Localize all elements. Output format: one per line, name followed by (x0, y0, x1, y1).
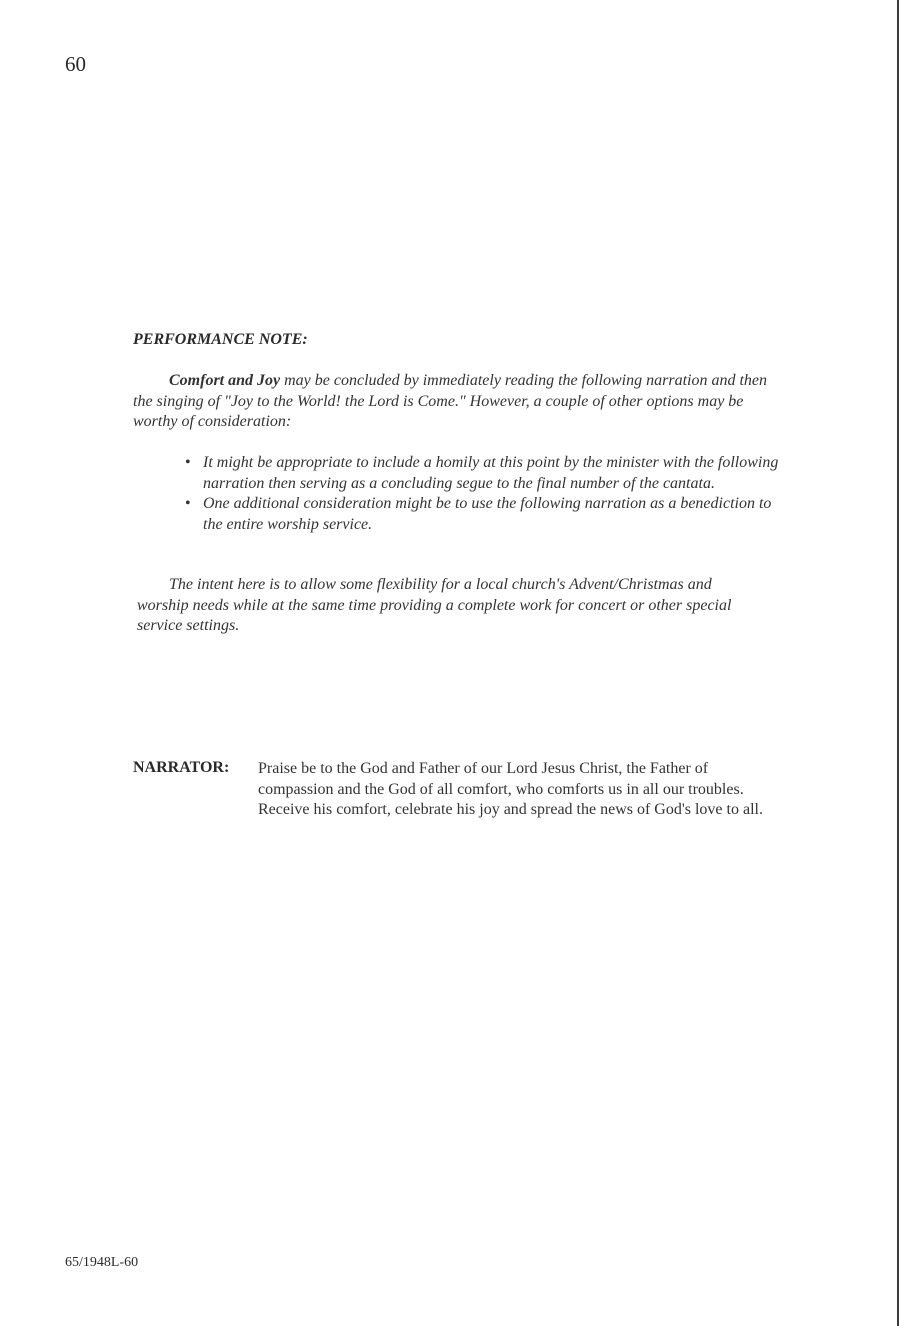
bullet-icon: • (185, 495, 191, 512)
narrator-label: NARRATOR: (133, 759, 230, 776)
list-item (185, 494, 785, 535)
performance-note-closing: The intent here is to allow some flexibility for a local church's Advent/Christmas and worship needs while at the same time providing a complete work for concert or other special service settings. (137, 576, 732, 634)
list-item (185, 453, 785, 494)
footer-catalog-code: 65/1948L-60 (65, 1255, 139, 1270)
performance-note-intro (133, 371, 783, 433)
page-edge-rule (897, 0, 899, 1326)
narration-text: Praise be to the God and Father of our Lord Jesus Christ, the Father of compassion and the God of all comfort, who comforts us in all our troubles. Receive his comfort, celebrate his joy and spread the news of God's love to all. (258, 760, 763, 818)
bullet-icon: • (185, 454, 191, 471)
option-text: It might be appropriate to include a homily at this point by the minister with the following narration then serving as a concluding segue to the final number of the cantata. (203, 454, 779, 492)
work-title: Comfort and Joy (169, 372, 281, 389)
intro-text: may be concluded by immediately reading the following narration and then the singing of "Joy to the World! the Lord is Come." However, a couple of other options may be worthy of consideration: (133, 372, 767, 430)
options-list (185, 453, 785, 535)
option-text: One additional consideration might be to use the following narration as a benediction to the entire worship service. (203, 495, 772, 533)
performance-note-heading: PERFORMANCE NOTE: (133, 331, 308, 348)
page-number: 60 (65, 52, 86, 76)
